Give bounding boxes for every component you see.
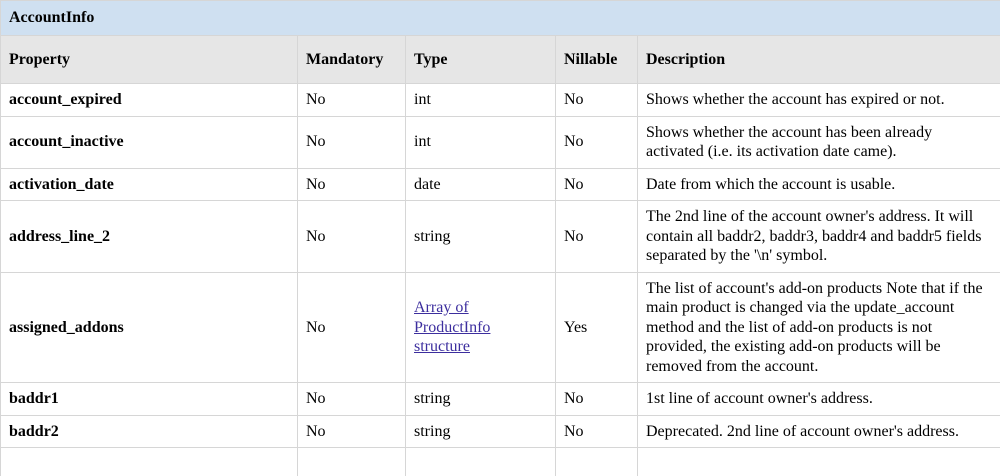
cell-type: int [406, 84, 556, 117]
cell-mandatory: No [298, 415, 406, 448]
cell-type [406, 272, 556, 383]
table-row [1, 201, 1000, 273]
cell-nillable: No [556, 415, 638, 448]
cell-empty [556, 448, 638, 476]
cell-type: string [406, 201, 556, 273]
cell-nillable: Yes [556, 272, 638, 383]
cell-nillable: No [556, 168, 638, 201]
cell-type: int [406, 116, 556, 168]
cell-nillable: No [556, 116, 638, 168]
cell-description: Date from which the account is usable. [638, 168, 1000, 201]
cell-empty [1, 448, 298, 476]
table-header-row [1, 35, 1000, 84]
cell-empty [638, 448, 1000, 476]
cell-empty [298, 448, 406, 476]
type-link[interactable]: Array of ProductInfo structure [414, 299, 491, 355]
cell-description: Deprecated. 2nd line of account owner's address. [638, 415, 1000, 448]
cell-mandatory: No [298, 272, 406, 383]
table-row [1, 272, 1000, 383]
cell-type: string [406, 415, 556, 448]
cell-nillable: No [556, 201, 638, 273]
cell-nillable: No [556, 383, 638, 416]
cell-property: account_expired [1, 84, 298, 117]
column-header-description: Description [638, 35, 1000, 84]
table-row [1, 168, 1000, 201]
cell-mandatory: No [298, 84, 406, 117]
cell-property: assigned_addons [1, 272, 298, 383]
cell-type: string [406, 383, 556, 416]
cell-property: address_line_2 [1, 201, 298, 273]
column-header-nillable: Nillable [556, 35, 638, 84]
cell-mandatory: No [298, 201, 406, 273]
cell-property: baddr1 [1, 383, 298, 416]
table-filler [1, 448, 1000, 476]
cell-type: date [406, 168, 556, 201]
column-header-type: Type [406, 35, 556, 84]
cell-description: Shows whether the account has expired or not. [638, 84, 1000, 117]
cell-description: The list of account's add-on products Note that if the main product is changed via the update_account method and the list of add-on products is not provided, the existing add-on products will be removed from the account. [638, 272, 1000, 383]
table-row-partial [1, 448, 1000, 476]
cell-nillable: No [556, 84, 638, 117]
table-row [1, 84, 1000, 117]
cell-description: 1st line of account owner's address. [638, 383, 1000, 416]
table-body [1, 84, 1000, 448]
table-row [1, 415, 1000, 448]
table-title: AccountInfo [1, 1, 1000, 36]
column-header-property: Property [1, 35, 298, 84]
cell-description: The 2nd line of the account owner's address. It will contain all baddr2, baddr3, baddr4 and baddr5 fields separated by the '\n' symbol. [638, 201, 1000, 273]
cell-mandatory: No [298, 168, 406, 201]
cell-mandatory: No [298, 116, 406, 168]
cell-description: Shows whether the account has been already activated (i.e. its activation date came). [638, 116, 1000, 168]
cell-property: account_inactive [1, 116, 298, 168]
table-row [1, 116, 1000, 168]
cell-property: baddr2 [1, 415, 298, 448]
table-row [1, 383, 1000, 416]
cell-property: activation_date [1, 168, 298, 201]
table-title-row [1, 1, 1000, 36]
cell-mandatory: No [298, 383, 406, 416]
cell-empty [406, 448, 556, 476]
column-header-mandatory: Mandatory [298, 35, 406, 84]
